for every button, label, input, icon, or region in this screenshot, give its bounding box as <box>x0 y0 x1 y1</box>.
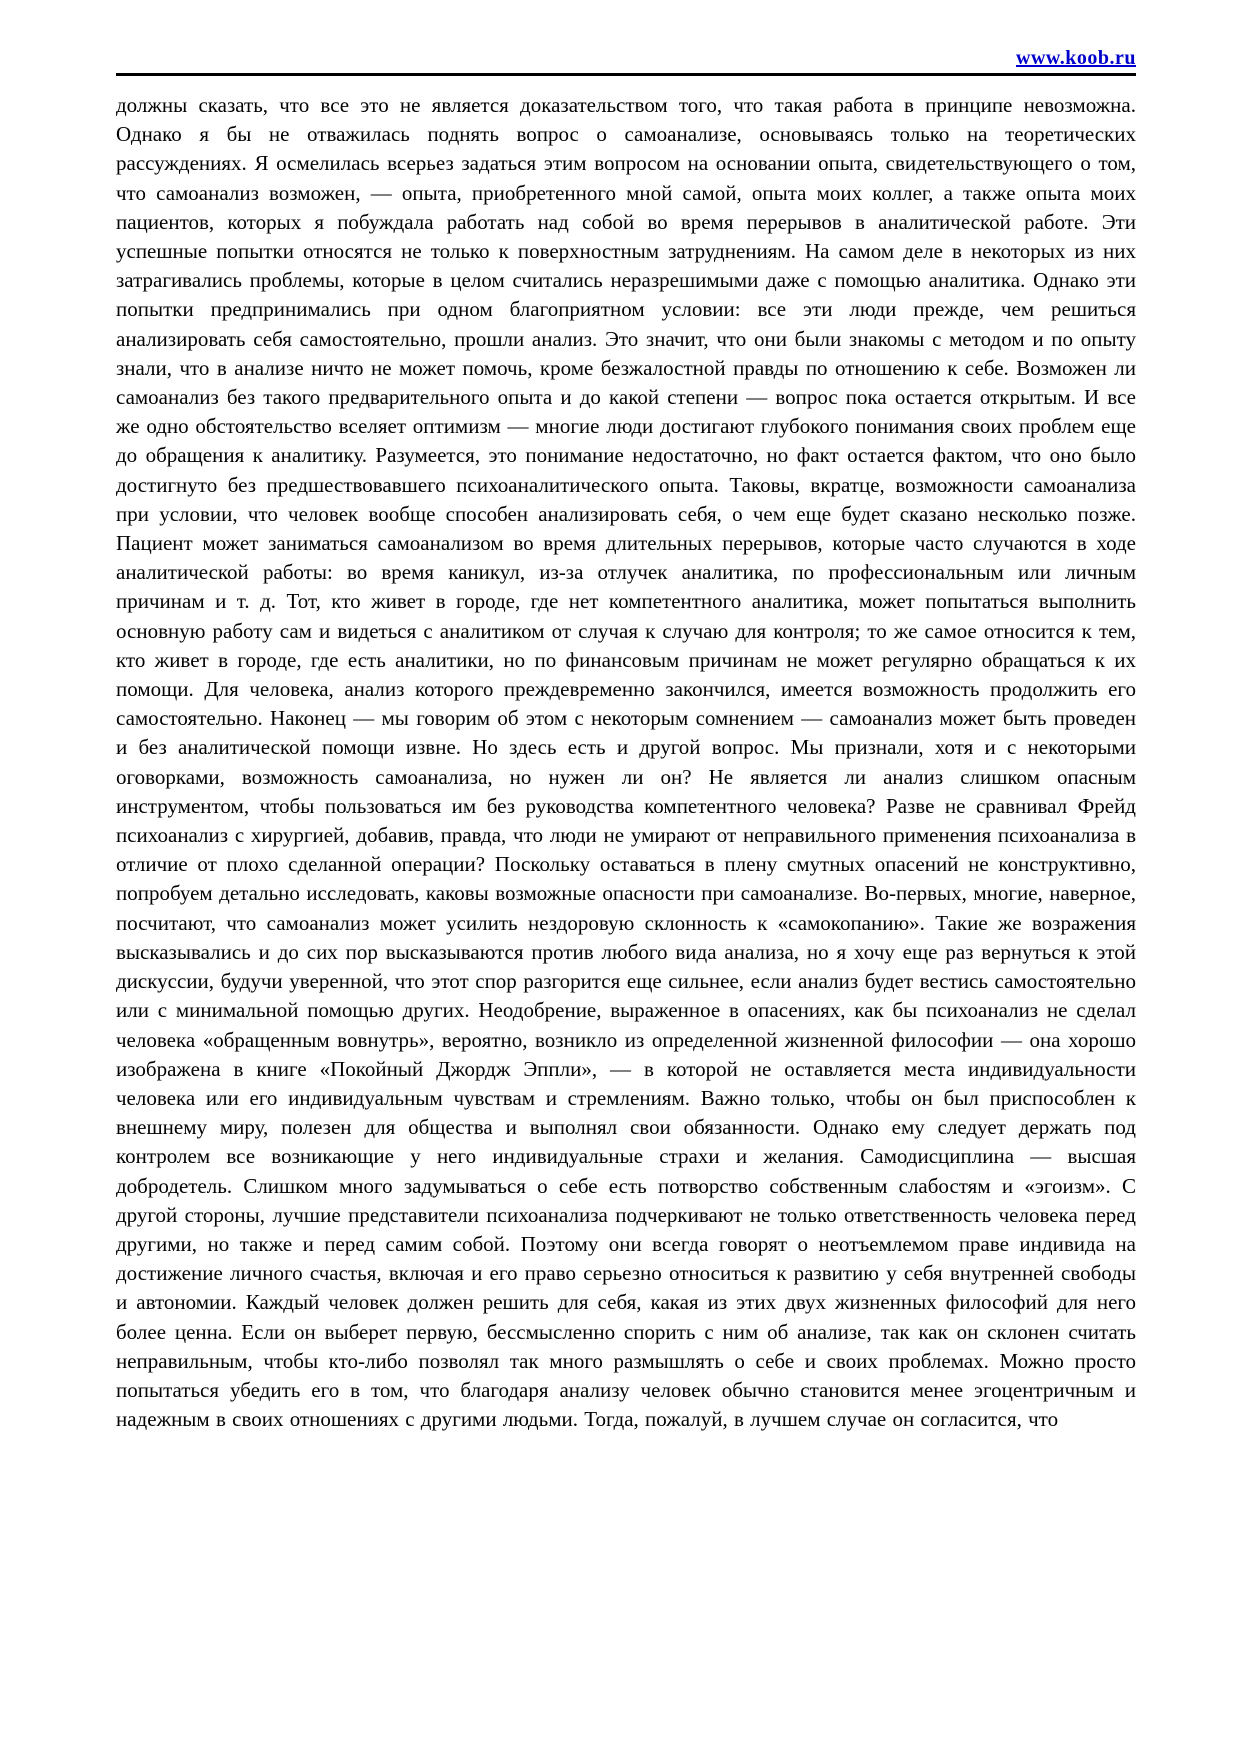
header-divider <box>116 73 1136 76</box>
body-text: должны сказать, что все это не является доказательством того, что такая работа в принципе невозможна. Однако я бы не отважилась поднять вопрос о самоанализе, основываясь только на теоретических рассуждениях. Я осмелилась всерьез задаться этим вопросом на основании опыта, свидетельствующего о том, что самоанализ возможен, — опыта, приобретенного мной самой, опыта моих коллег, а также опыта моих пациентов, которых я побуждала работать над собой во время перерывов в аналитической работе. Эти успешные попытки относятся не только к поверхностным затруднениям. На самом деле в некоторых из них затрагивались проблемы, которые в целом считались неразрешимыми даже с помощью аналитика. Однако эти попытки предпринимались при одном благоприятном условии: все эти люди прежде, чем решиться анализировать себя самостоятельно, прошли анализ. Это значит, что они были знакомы с методом и по опыту знали, что в анализе ничто не может помочь, кроме безжалостной правды по отношению к себе. Возможен ли самоанализ без такого предварительного опыта и до какой степени — вопрос пока остается открытым. И все же одно обстоятельство вселяет оптимизм — многие люди достигают глубокого понимания своих проблем еще до обращения к аналитику. Разумеется, это понимание недостаточно, но факт остается фактом, что оно было достигнуто без предшествовавшего психоаналитического опыта. Таковы, вкратце, возможности самоанализа при условии, что человек вообще способен анализировать себя, о чем еще будет сказано несколько позже. Пациент может заниматься самоанализом во время длительных перерывов, которые часто случаются в ходе аналитической работы: во время каникул, из-за отлучек аналитика, по профессиональным или личным причинам и т. д. Тот, кто живет в городе, где нет компетентного аналитика, может попытаться выполнить основную работу сам и видеться с аналитиком от случая к случаю для контроля; то же самое относится к тем, кто живет в городе, где есть аналитики, но по финансовым причинам не может регулярно обращаться к их помощи. Для человека, анализ которого преждевременно закончился, имеется возможность продолжить его самостоятельно. Наконец — мы говорим об этом с некоторым сомнением — самоанализ может быть проведен и без аналитической помощи извне. Но здесь есть и другой вопрос. Мы признали, хотя и с некоторыми оговорками, возможность самоанализа, но нужен ли он? Не является ли анализ слишком опасным инструментом, чтобы пользоваться им без руководства компетентного человека? Разве не сравнивал Фрейд психоанализ с хирургией, добавив, правда, что люди не умирают от неправильного применения психоанализа в отличие от плохо сделанной операции? Поскольку оставаться в плену смутных опасений не конструктивно, попробуем детально исследовать, каковы возможные опасности при самоанализе. Во-первых, многие, наверное, посчитают, что самоанализ может усилить нездоровую склонность к «самокопанию». Такие же возражения высказывались и до сих пор высказываются против любого вида анализа, но я хочу еще раз вернуться к этой дискуссии, будучи уверенной, что этот спор разгорится еще сильнее, если анализ будет вестись самостоятельно или с минимальной помощью других. Неодобрение, выраженное в опасениях, как бы психоанализ не сделал человека «обращенным вовнутрь», вероятно, возникло из определенной жизненной философии — она хорошо изображена в книге «Покойный Джордж Эппли», — в которой не оставляется места индивидуальности человека или его индивидуальным чувствам и стремлениям. Важно только, чтобы он был приспособлен к внешнему миру, полезен для общества и выполнял свои обязанности. Однако ему следует держать под контролем все возникающие у него индивидуальные страхи и желания. Самодисциплина — высшая добродетель. Слишком много задумываться о себе есть потворство собственным слабостям и «эгоизм». С другой стороны, лучшие представители психоанализа подчеркивают не только ответственность человека перед другими, но также и перед самим собой. Поэтому они всегда говорят о неотъемлемом праве индивида на достижение личного счастья, включая и его право серьезно относиться к развитию у себя внутренней свободы и автономии. Каждый человек должен решить для себя, какая из этих двух жизненных философий для него более ценна. Если он выберет первую, бессмысленно спорить с ним об анализе, так как он склонен считать неправильным, чтобы кто-либо позволял так много размышлять о себе и своих проблемах. Можно просто попытаться убедить его в том, что благодаря анализу человек обычно становится менее эгоцентричным и надежным в своих отношениях с другими людьми. Тогда, пожалуй, в лучшем случае он согласится, что <box>116 93 1136 1432</box>
koob-link[interactable]: www.koob.ru <box>1016 47 1136 69</box>
page-header <box>116 0 1136 68</box>
